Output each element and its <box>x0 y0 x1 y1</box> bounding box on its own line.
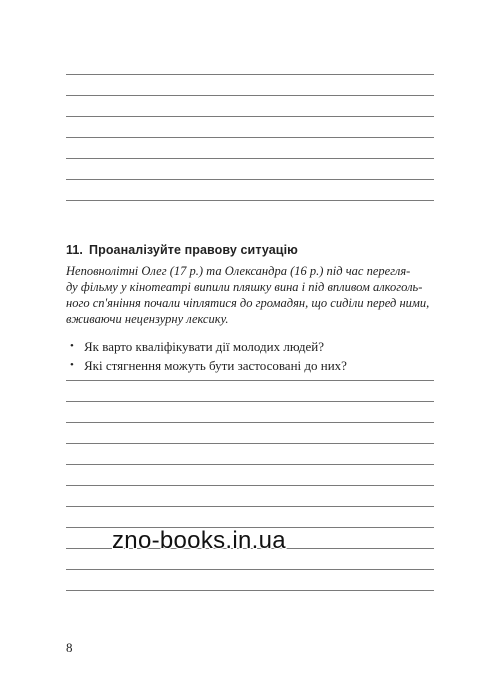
answer-line <box>66 116 434 117</box>
question-item <box>66 356 438 375</box>
answer-line <box>66 443 434 444</box>
answer-line <box>66 137 434 138</box>
question-list <box>66 337 438 375</box>
answer-line <box>66 401 434 402</box>
bullet-dot-icon: • <box>70 340 74 352</box>
question-text: Які стягнення можуть бути застосовані до них? <box>84 358 347 373</box>
page-number: 8 <box>66 640 73 655</box>
task-heading <box>66 243 438 257</box>
task-title: Проаналізуйте правову ситуацію <box>89 243 298 257</box>
question-item <box>66 337 438 356</box>
watermark: zno-books.in.ua <box>112 527 286 554</box>
task-situation-text <box>66 263 438 327</box>
task-text-line: ного сп'яніння почали чіплятися до громадян, що сиділи перед ними, <box>66 296 430 310</box>
answer-line <box>66 179 434 180</box>
answer-line <box>66 569 434 570</box>
answer-line <box>66 590 434 591</box>
task-text-line: ду фільму у кінотеатрі випили пляшку вина і під впливом алкоголь- <box>66 280 423 294</box>
task-11 <box>66 243 438 375</box>
bullet-dot-icon: • <box>70 359 74 371</box>
answer-line <box>66 95 434 96</box>
task-number: 11. <box>66 243 83 257</box>
answer-line <box>66 158 434 159</box>
answer-line <box>66 200 434 201</box>
answer-line <box>66 506 434 507</box>
answer-line <box>66 380 434 381</box>
answer-lines-top <box>66 74 434 221</box>
task-text-line: вживаючи нецензурну лексику. <box>66 312 229 326</box>
answer-line <box>66 74 434 75</box>
task-text-line: Неповнолітні Олег (17 р.) та Олександра (16 р.) під час перегля- <box>66 264 411 278</box>
answer-line <box>66 422 434 423</box>
answer-line <box>66 464 434 465</box>
question-text: Як варто кваліфікувати дії молодих людей? <box>84 339 325 354</box>
answer-lines-bottom <box>66 380 434 611</box>
answer-line <box>66 485 434 486</box>
